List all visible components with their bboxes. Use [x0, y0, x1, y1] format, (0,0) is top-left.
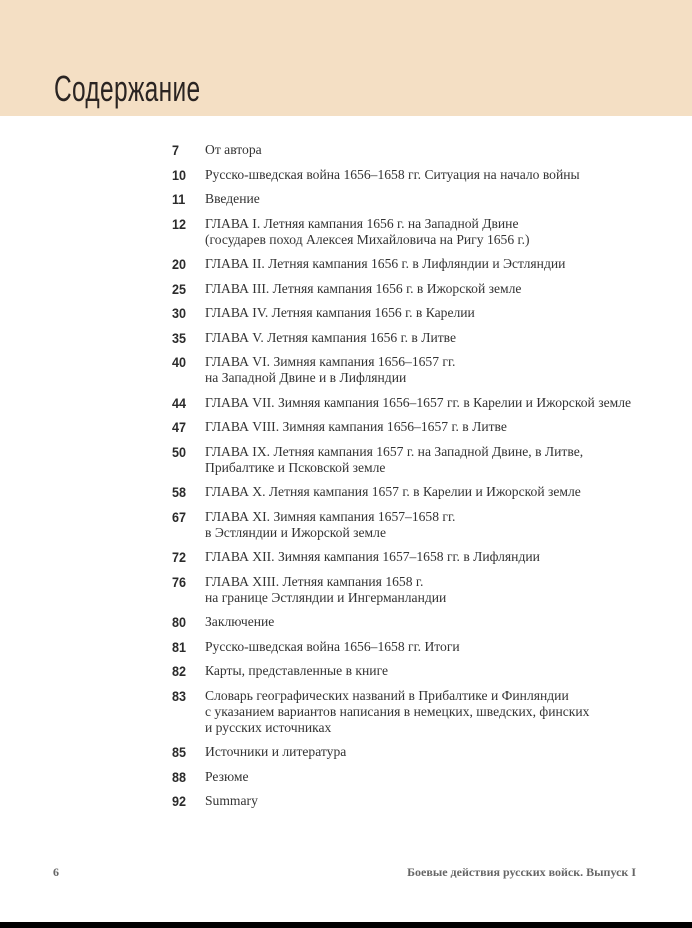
toc-page-number: 25 — [172, 280, 187, 297]
toc-page-number: 72 — [172, 549, 187, 565]
toc-entry[interactable] — [172, 549, 652, 565]
toc-page-number: 11 — [172, 191, 186, 207]
toc-entry[interactable] — [172, 395, 652, 411]
toc-entry-title: ГЛАВА X. Летняя кампания 1657 г. в Карелии и Ижорской земле — [205, 484, 581, 499]
toc-entry[interactable] — [172, 793, 652, 809]
toc-entry[interactable] — [172, 354, 652, 386]
toc-page-number: 7 — [172, 142, 180, 158]
toc-entry-title: ГЛАВА VII. Зимняя кампания 1656–1657 гг. в Карелии и Ижорской земле — [205, 394, 632, 410]
toc-entry[interactable] — [172, 509, 652, 541]
toc-page-number: 35 — [172, 329, 187, 346]
toc-entry[interactable] — [172, 484, 652, 500]
toc-page-number: 44 — [172, 394, 187, 411]
toc-entry[interactable] — [172, 256, 652, 272]
toc-entry-title: ГЛАВА VIII. Зимняя кампания 1656–1657 г. в Литве — [205, 419, 507, 434]
toc-entry[interactable] — [172, 142, 652, 158]
toc-entry[interactable] — [172, 688, 652, 736]
toc-page-number: 47 — [172, 419, 187, 435]
toc-entry-title: Заключение — [205, 614, 275, 629]
toc-entry-title: Русско-шведская война 1656–1658 гг. Ситуация на начало войны — [205, 166, 580, 182]
toc-page-number: 67 — [172, 508, 187, 525]
toc-page-number: 85 — [172, 744, 187, 760]
toc-page-number: 12 — [172, 215, 187, 232]
toc-entry[interactable] — [172, 305, 652, 321]
toc-entry[interactable] — [172, 663, 652, 679]
toc-entry-title: ГЛАВА VI. Зимняя кампания 1656–1657 гг. на Западной Двине и в Лифляндии — [205, 354, 456, 385]
footer-page-number: 6 — [53, 865, 59, 879]
toc-entry[interactable] — [172, 216, 652, 248]
toc-entry[interactable] — [172, 769, 652, 785]
toc-page-number: 88 — [172, 768, 187, 785]
toc-entry-title: Словарь географических названий в Прибалтике и Финляндии с указанием вариантов написания в немецких, шведских, финских и русских источниках — [205, 687, 590, 735]
toc-page-number: 81 — [172, 638, 187, 655]
toc-entry-title: ГЛАВА IV. Летняя кампания 1656 г. в Карелии — [205, 305, 475, 320]
toc-entry[interactable] — [172, 419, 652, 435]
toc-page-number: 76 — [172, 573, 187, 590]
toc-entry-title: Резюме — [205, 768, 249, 784]
toc-entry[interactable] — [172, 444, 652, 476]
toc-entry[interactable] — [172, 191, 652, 207]
toc-entry-title: ГЛАВА XI. Зимняя кампания 1657–1658 гг. в Эстляндии и Ижорской земле — [205, 508, 456, 540]
toc-entry-title: ГЛАВА XII. Зимняя кампания 1657–1658 гг. в Лифляндии — [205, 549, 540, 564]
toc-entry-title: Summary — [205, 793, 258, 808]
toc-page-number: 30 — [172, 305, 187, 321]
table-of-contents — [172, 142, 652, 818]
toc-entry-title: ГЛАВА IX. Летняя кампания 1657 г. на Западной Двине, в Литве, Прибалтике и Псковской земле — [205, 443, 584, 475]
toc-entry[interactable] — [172, 330, 652, 346]
toc-page-number: 10 — [172, 166, 187, 183]
toc-page-number: 80 — [172, 614, 187, 630]
header-band — [0, 0, 692, 116]
toc-entry-title: Введение — [205, 191, 260, 206]
toc-entry[interactable] — [172, 614, 652, 630]
toc-page-number: 50 — [172, 443, 187, 460]
toc-page-number: 58 — [172, 484, 187, 500]
toc-entry-title: Карты, представленные в книге — [205, 663, 388, 678]
toc-entry[interactable] — [172, 639, 652, 655]
toc-page-number: 82 — [172, 663, 187, 679]
toc-page-number: 20 — [172, 256, 187, 272]
toc-page-number: 40 — [172, 354, 187, 370]
toc-entry-title: ГЛАВА II. Летняя кампания 1656 г. в Лифляндии и Эстляндии — [205, 256, 566, 271]
bottom-bar — [0, 922, 692, 928]
toc-entry[interactable] — [172, 167, 652, 183]
toc-page-number: 92 — [172, 793, 187, 809]
toc-page-number: 83 — [172, 687, 187, 704]
toc-entry-title: ГЛАВА V. Летняя кампания 1656 г. в Литве — [205, 329, 457, 345]
toc-entry[interactable] — [172, 744, 652, 760]
toc-entry-title: ГЛАВА III. Летняя кампания 1656 г. в Ижорской земле — [205, 280, 522, 296]
toc-entry[interactable] — [172, 574, 652, 606]
toc-entry-title: От автора — [205, 142, 262, 157]
page-title: Содержание — [54, 68, 201, 109]
footer-running-title: Боевые действия русских войск. Выпуск I — [407, 865, 636, 879]
toc-entry-title: ГЛАВА I. Летняя кампания 1656 г. на Западной Двине (государев поход Алексея Михайловича на Ригу 1656 г.) — [205, 215, 530, 247]
toc-entry-title: ГЛАВА XIII. Летняя кампания 1658 г. на границе Эстляндии и Ингерманландии — [205, 573, 447, 605]
toc-entry-title: Источники и литература — [205, 744, 347, 759]
toc-entry[interactable] — [172, 281, 652, 297]
toc-entry-title: Русско-шведская война 1656–1658 гг. Итоги — [205, 638, 460, 654]
